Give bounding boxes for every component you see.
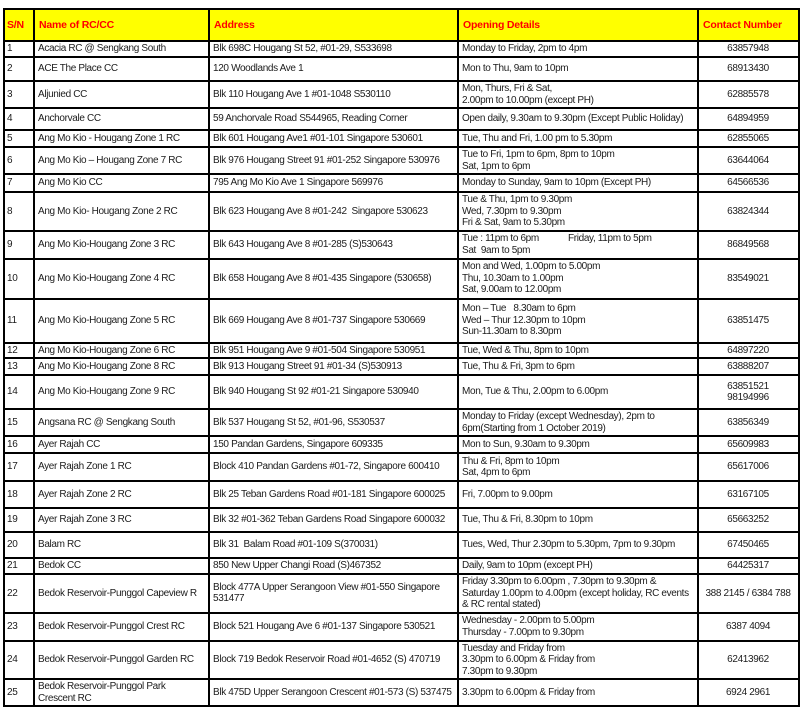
opening-details-cell: Mon, Thurs, Fri & Sat, 2.00pm to 10.00pm (except PH) (458, 81, 698, 108)
name-cell: Anchorvale CC (34, 108, 209, 130)
opening-details-cell: Thu & Fri, 8pm to 10pm Sat, 4pm to 6pm (458, 453, 698, 481)
table-row (4, 481, 799, 508)
sn-cell: 21 (4, 558, 34, 574)
table-row (4, 174, 799, 192)
name-cell: Ang Mo Kio-Hougang Zone 9 RC (34, 375, 209, 409)
table-row (4, 259, 799, 299)
header-row (4, 9, 799, 41)
opening-details-cell: Tue, Thu & Fri, 3pm to 6pm (458, 358, 698, 375)
address-cell: 120 Woodlands Ave 1 (209, 57, 458, 81)
contact-number-cell: 68913430 (698, 57, 799, 81)
sn-cell: 22 (4, 574, 34, 613)
name-cell: Bedok Reservoir-Punggol Garden RC (34, 641, 209, 680)
table-row (4, 358, 799, 375)
header-contact-number: Contact Number (698, 9, 799, 41)
opening-details-cell: Wednesday - 2.00pm to 5.00pm Thursday - 7.00pm to 9.30pm (458, 613, 698, 641)
contact-number-cell: 63851475 (698, 299, 799, 343)
header-sn: S/N (4, 9, 34, 41)
sn-cell: 15 (4, 409, 34, 436)
opening-details-cell: Fri, 7.00pm to 9.00pm (458, 481, 698, 508)
contact-number-cell: 63644064 (698, 147, 799, 174)
name-cell: Ang Mo Kio-Hougang Zone 6 RC (34, 343, 209, 359)
contact-number-cell: 63824344 (698, 192, 799, 231)
address-cell: Blk 940 Hougang St 92 #01-21 Singapore 530940 (209, 375, 458, 409)
address-cell: Blk 913 Hougang Street 91 #01-34 (S)530913 (209, 358, 458, 375)
table-row (4, 409, 799, 436)
name-cell: Ang Mo Kio – Hougang Zone 7 RC (34, 147, 209, 174)
name-cell: Ang Mo Kio - Hougang Zone 1 RC (34, 130, 209, 147)
table-row (4, 532, 799, 558)
address-cell: 850 New Upper Changi Road (S)467352 (209, 558, 458, 574)
address-cell: Blk 31 Balam Road #01-109 S(370031) (209, 532, 458, 558)
header-address: Address (209, 9, 458, 41)
table-row (4, 108, 799, 130)
sn-cell: 25 (4, 679, 34, 706)
name-cell: Ayer Rajah Zone 3 RC (34, 508, 209, 532)
name-cell: Bedok Reservoir-Punggol Capeview R (34, 574, 209, 613)
address-cell: Blk 110 Hougang Ave 1 #01-1048 S530110 (209, 81, 458, 108)
sn-cell: 20 (4, 532, 34, 558)
address-cell: Block 410 Pandan Gardens #01-72, Singapore 600410 (209, 453, 458, 481)
address-cell: Block 477A Upper Serangoon View #01-550 Singapore 531477 (209, 574, 458, 613)
opening-details-cell: Tue : 11pm to 6pm Friday, 11pm to 5pm Sat 9am to 5pm (458, 231, 698, 259)
opening-details-cell: Tue, Thu & Fri, 8.30pm to 10pm (458, 508, 698, 532)
address-cell: Blk 643 Hougang Ave 8 #01-285 (S)530643 (209, 231, 458, 259)
name-cell: Ayer Rajah Zone 1 RC (34, 453, 209, 481)
address-cell: Block 521 Hougang Ave 6 #01-137 Singapore 530521 (209, 613, 458, 641)
sn-cell: 1 (4, 41, 34, 57)
address-cell: Blk 475D Upper Serangoon Crescent #01-573 (S) 537475 (209, 679, 458, 706)
name-cell: Ayer Rajah Zone 2 RC (34, 481, 209, 508)
opening-details-cell: Tue, Thu and Fri, 1.00 pm to 5.30pm (458, 130, 698, 147)
opening-details-cell: Friday 3.30pm to 6.00pm , 7.30pm to 9.30pm & Saturday 1.00pm to 4.00pm (except holiday, RC events & RC rental stated) (458, 574, 698, 613)
opening-details-cell: Tues, Wed, Thur 2.30pm to 5.30pm, 7pm to 9.30pm (458, 532, 698, 558)
contact-number-cell: 63888207 (698, 358, 799, 375)
sn-cell: 5 (4, 130, 34, 147)
table-row (4, 343, 799, 359)
opening-details-cell: 3.30pm to 6.00pm & Friday from (458, 679, 698, 706)
contact-number-cell: 67450465 (698, 532, 799, 558)
contact-number-cell: 65609983 (698, 436, 799, 453)
sn-cell: 23 (4, 613, 34, 641)
sn-cell: 14 (4, 375, 34, 409)
contact-number-cell: 65617006 (698, 453, 799, 481)
sn-cell: 18 (4, 481, 34, 508)
table-row (4, 231, 799, 259)
table-row (4, 192, 799, 231)
opening-details-cell: Tue, Wed & Thu, 8pm to 10pm (458, 343, 698, 359)
contact-number-cell: 86849568 (698, 231, 799, 259)
opening-details-cell: Mon, Tue & Thu, 2.00pm to 6.00pm (458, 375, 698, 409)
contact-number-cell: 83549021 (698, 259, 799, 299)
address-cell: 59 Anchorvale Road S544965, Reading Corner (209, 108, 458, 130)
contact-number-cell: 64894959 (698, 108, 799, 130)
name-cell: Acacia RC @ Sengkang South (34, 41, 209, 57)
table-row (4, 613, 799, 641)
sn-cell: 2 (4, 57, 34, 81)
name-cell: Ang Mo Kio-Hougang Zone 8 RC (34, 358, 209, 375)
sn-cell: 7 (4, 174, 34, 192)
contact-number-cell: 64566536 (698, 174, 799, 192)
table-row (4, 574, 799, 613)
contact-number-cell: 64897220 (698, 343, 799, 359)
address-cell: Blk 698C Hougang St 52, #01-29, S533698 (209, 41, 458, 57)
address-cell: Blk 669 Hougang Ave 8 #01-737 Singapore 530669 (209, 299, 458, 343)
table-row (4, 81, 799, 108)
table-row (4, 57, 799, 81)
contact-number-cell: 63167105 (698, 481, 799, 508)
name-cell: Angsana RC @ Sengkang South (34, 409, 209, 436)
opening-details-cell: Mon to Thu, 9am to 10pm (458, 57, 698, 81)
contact-number-cell: 63856349 (698, 409, 799, 436)
opening-details-cell: Tue to Fri, 1pm to 6pm, 8pm to 10pm Sat, 1pm to 6pm (458, 147, 698, 174)
sn-cell: 11 (4, 299, 34, 343)
table-row (4, 436, 799, 453)
name-cell: Ang Mo Kio- Hougang Zone 2 RC (34, 192, 209, 231)
address-cell: 795 Ang Mo Kio Ave 1 Singapore 569976 (209, 174, 458, 192)
header-opening-details: Opening Details (458, 9, 698, 41)
contact-number-cell: 6924 2961 (698, 679, 799, 706)
contact-number-cell: 6387 4094 (698, 613, 799, 641)
address-cell: Blk 658 Hougang Ave 8 #01-435 Singapore (530658) (209, 259, 458, 299)
opening-details-cell: Mon – Tue 8.30am to 6pm Wed – Thur 12.30pm to 10pm Sun-11.30am to 8.30pm (458, 299, 698, 343)
opening-details-cell: Open daily, 9.30am to 9.30pm (Except Public Holiday) (458, 108, 698, 130)
sn-cell: 16 (4, 436, 34, 453)
table-row (4, 558, 799, 574)
contact-number-cell: 388 2145 / 6384 788 (698, 574, 799, 613)
contact-number-cell: 63851521 98194996 (698, 375, 799, 409)
table-body (4, 41, 799, 706)
name-cell: Bedok Reservoir-Punggol Park Crescent RC (34, 679, 209, 706)
address-cell: Blk 32 #01-362 Teban Gardens Road Singapore 600032 (209, 508, 458, 532)
sn-cell: 13 (4, 358, 34, 375)
table-row (4, 508, 799, 532)
table-row (4, 679, 799, 706)
contact-number-cell: 62885578 (698, 81, 799, 108)
name-cell: Ang Mo Kio-Hougang Zone 4 RC (34, 259, 209, 299)
sn-cell: 4 (4, 108, 34, 130)
table-row (4, 147, 799, 174)
opening-details-cell: Monday to Friday (except Wednesday), 2pm to 6pm(Starting from 1 October 2019) (458, 409, 698, 436)
opening-details-cell: Mon and Wed, 1.00pm to 5.00pm Thu, 10.30am to 1.00pm Sat, 9.00am to 12.00pm (458, 259, 698, 299)
contact-number-cell: 62855065 (698, 130, 799, 147)
name-cell: Ang Mo Kio-Hougang Zone 5 RC (34, 299, 209, 343)
rc-cc-opening-details-table (3, 8, 800, 707)
table-row (4, 641, 799, 680)
opening-details-cell: Monday to Sunday, 9am to 10pm (Except PH) (458, 174, 698, 192)
table-row (4, 130, 799, 147)
contact-number-cell: 63857948 (698, 41, 799, 57)
table-row (4, 299, 799, 343)
name-cell: Bedok CC (34, 558, 209, 574)
sn-cell: 3 (4, 81, 34, 108)
name-cell: Bedok Reservoir-Punggol Crest RC (34, 613, 209, 641)
address-cell: Blk 951 Hougang Ave 9 #01-504 Singapore 530951 (209, 343, 458, 359)
address-cell: Blk 601 Hougang Ave1 #01-101 Singapore 530601 (209, 130, 458, 147)
sn-cell: 19 (4, 508, 34, 532)
sn-cell: 9 (4, 231, 34, 259)
name-cell: Balam RC (34, 532, 209, 558)
opening-details-cell: Monday to Friday, 2pm to 4pm (458, 41, 698, 57)
name-cell: ACE The Place CC (34, 57, 209, 81)
address-cell: Blk 623 Hougang Ave 8 #01-242 Singapore 530623 (209, 192, 458, 231)
name-cell: Ayer Rajah CC (34, 436, 209, 453)
address-cell: Blk 976 Hougang Street 91 #01-252 Singapore 530976 (209, 147, 458, 174)
opening-details-cell: Tuesday and Friday from 3.30pm to 6.00pm & Friday from 7.30pm to 9.30pm (458, 641, 698, 680)
sn-cell: 6 (4, 147, 34, 174)
sn-cell: 24 (4, 641, 34, 680)
contact-number-cell: 62413962 (698, 641, 799, 680)
sn-cell: 10 (4, 259, 34, 299)
table-row (4, 375, 799, 409)
contact-number-cell: 65663252 (698, 508, 799, 532)
table-row (4, 41, 799, 57)
header-name: Name of RC/CC (34, 9, 209, 41)
sn-cell: 8 (4, 192, 34, 231)
address-cell: Blk 537 Hougang St 52, #01-96, S530537 (209, 409, 458, 436)
table-row (4, 453, 799, 481)
name-cell: Aljunied CC (34, 81, 209, 108)
contact-number-cell: 64425317 (698, 558, 799, 574)
name-cell: Ang Mo Kio-Hougang Zone 3 RC (34, 231, 209, 259)
sn-cell: 17 (4, 453, 34, 481)
opening-details-cell: Daily, 9am to 10pm (except PH) (458, 558, 698, 574)
address-cell: Block 719 Bedok Reservoir Road #01-4652 (S) 470719 (209, 641, 458, 680)
name-cell: Ang Mo Kio CC (34, 174, 209, 192)
sn-cell: 12 (4, 343, 34, 359)
opening-details-cell: Tue & Thu, 1pm to 9.30pm Wed, 7.30pm to 9.30pm Fri & Sat, 9am to 5.30pm (458, 192, 698, 231)
address-cell: Blk 25 Teban Gardens Road #01-181 Singapore 600025 (209, 481, 458, 508)
opening-details-cell: Mon to Sun, 9.30am to 9.30pm (458, 436, 698, 453)
address-cell: 150 Pandan Gardens, Singapore 609335 (209, 436, 458, 453)
